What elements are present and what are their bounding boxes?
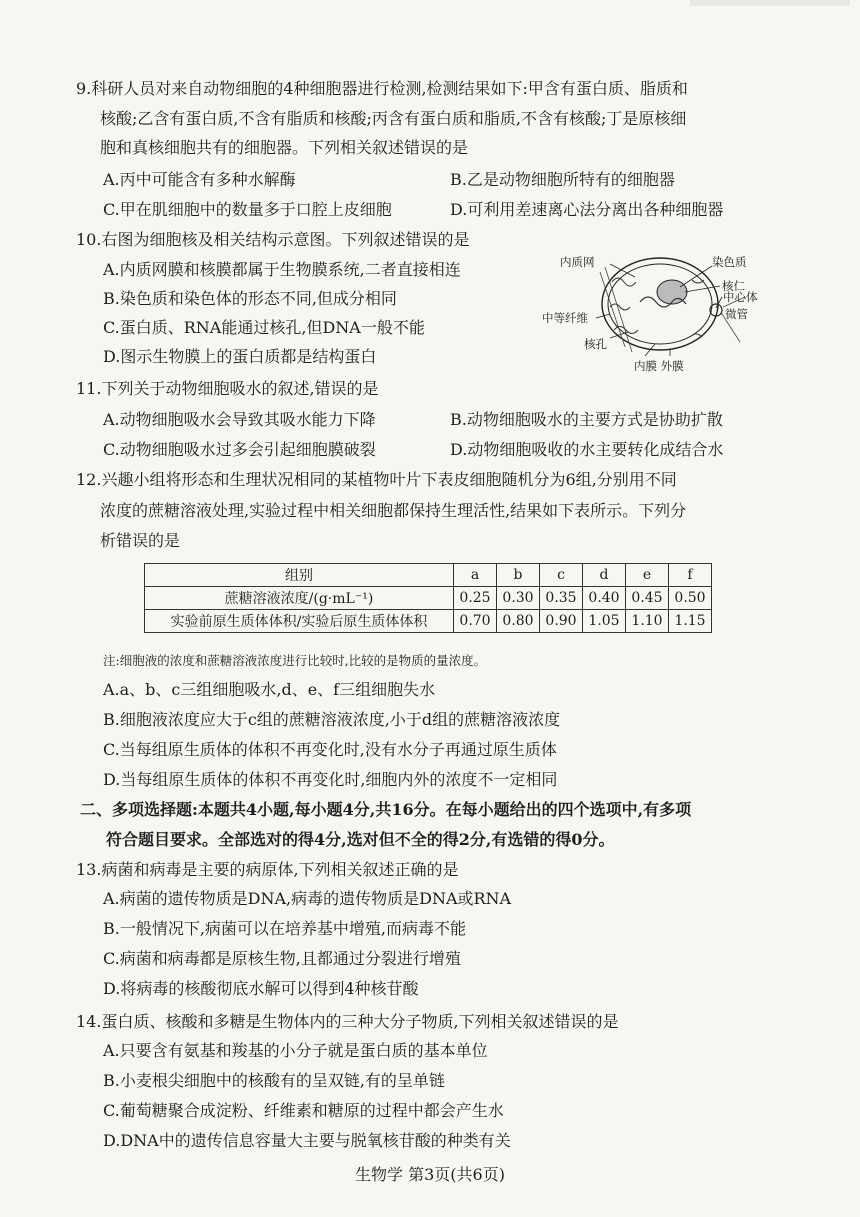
table-cell: 0.80 bbox=[497, 610, 540, 633]
table-cell: 1.15 bbox=[669, 610, 712, 633]
scan-edge bbox=[690, 0, 850, 6]
label-centrosome: 中心体 bbox=[723, 290, 758, 304]
q14-option-c: C.葡萄糖聚合成淀粉、纤维素和糖原的过程中都会产生水 bbox=[103, 1101, 504, 1120]
q9-stem-line1: 9.科研人员对来自动物细胞的4种细胞器进行检测,检测结果如下:甲含有蛋白质、脂质和 bbox=[76, 79, 688, 98]
table-header-group: b bbox=[497, 564, 540, 587]
q12-stem-line1: 12.兴趣小组将形态和生理状况相同的某植物叶片下表皮细胞随机分为6组,分别用不同 bbox=[76, 470, 677, 489]
page-footer: 生物学 第3页(共6页) bbox=[355, 1165, 505, 1184]
q11-option-b: B.动物细胞吸水的主要方式是协助扩散 bbox=[450, 410, 723, 429]
table-cell: 0.50 bbox=[669, 587, 712, 610]
table-cell: 1.05 bbox=[583, 610, 626, 633]
q12-table bbox=[144, 563, 712, 633]
section2-heading-line2: 符合题目要求。全部选对的得4分,选对但不全的得2分,有选错的得0分。 bbox=[106, 830, 615, 849]
q12-stem-line3: 析错误的是 bbox=[100, 531, 181, 550]
table-header-group: a bbox=[454, 564, 497, 587]
q13-option-b: B.一般情况下,病菌可以在培养基中增殖,而病毒不能 bbox=[103, 919, 467, 938]
table-row-label: 蔗糖溶液浓度/(g·mL⁻¹) bbox=[145, 587, 454, 610]
section2-heading-line1: 二、多项选择题:本题共4小题,每小题4分,共16分。在每小题给出的四个选项中,有多项 bbox=[80, 800, 692, 819]
q11-stem: 11.下列关于动物细胞吸水的叙述,错误的是 bbox=[76, 379, 379, 398]
table-header-group: e bbox=[626, 564, 669, 587]
q13-option-a: A.病菌的遗传物质是DNA,病毒的遗传物质是DNA或RNA bbox=[103, 889, 512, 908]
table-cell: 1.10 bbox=[626, 610, 669, 633]
q12-note: 注:细胞液的浓度和蔗糖溶液浓度进行比较时,比较的是物质的量浓度。 bbox=[103, 653, 487, 668]
q14-option-a: A.只要含有氨基和羧基的小分子就是蛋白质的基本单位 bbox=[103, 1041, 488, 1060]
table-header-group: d bbox=[583, 564, 626, 587]
q9-stem-line3: 胞和真核细胞共有的细胞器。下列相关叙述错误的是 bbox=[100, 138, 469, 157]
q10-stem: 10.右图为细胞核及相关结构示意图。下列叙述错误的是 bbox=[76, 230, 470, 249]
q10-option-c: C.蛋白质、RNA能通过核孔,但DNA一般不能 bbox=[103, 318, 425, 337]
table-row-header bbox=[145, 564, 712, 587]
q13-stem: 13.病菌和病毒是主要的病原体,下列相关叙述正确的是 bbox=[76, 860, 459, 879]
table-cell: 0.35 bbox=[540, 587, 583, 610]
table-row-concentration bbox=[145, 587, 712, 610]
q11-option-a: A.动物细胞吸水会导致其吸水能力下降 bbox=[103, 410, 376, 429]
q12-option-c: C.当每组原生质体的体积不再变化时,没有水分子再通过原生质体 bbox=[103, 740, 557, 759]
table-header-label: 组别 bbox=[145, 564, 454, 587]
q12-option-a: A.a、b、c三组细胞吸水,d、e、f三组细胞失水 bbox=[103, 680, 436, 699]
q12-option-b: B.细胞液浓度应大于c组的蔗糖溶液浓度,小于d组的蔗糖溶液浓度 bbox=[103, 710, 561, 729]
label-er: 内质网 bbox=[560, 255, 595, 269]
label-microtubule: 微管 bbox=[725, 307, 748, 321]
q10-option-a: A.内质网膜和核膜都属于生物膜系统,二者直接相连 bbox=[103, 260, 461, 279]
q11-option-d: D.动物细胞吸收的水主要转化成结合水 bbox=[450, 440, 724, 459]
table-cell: 0.70 bbox=[454, 610, 497, 633]
label-pore: 核孔 bbox=[584, 337, 607, 351]
q12-option-d: D.当每组原生质体的体积不再变化时,细胞内外的浓度不一定相同 bbox=[103, 770, 558, 789]
q11-option-c: C.动物细胞吸水过多会引起细胞膜破裂 bbox=[103, 440, 376, 459]
q9-option-d: D.可利用差速离心法分离出各种细胞器 bbox=[450, 200, 724, 219]
q13-option-d: D.将病毒的核酸彻底水解可以得到4种核苷酸 bbox=[103, 979, 419, 998]
table-cell: 0.40 bbox=[583, 587, 626, 610]
q9-stem-line2: 核酸;乙含有蛋白质,不含有脂质和核酸;丙含有蛋白质和脂质,不含有核酸;丁是原核细 bbox=[100, 109, 687, 128]
label-nucleolus: 核仁 bbox=[722, 279, 745, 293]
q9-option-a: A.丙中可能含有多种水解酶 bbox=[103, 170, 296, 189]
q10-option-b: B.染色质和染色体的形态不同,但成分相同 bbox=[103, 289, 397, 308]
q9-option-c: C.甲在肌细胞中的数量多于口腔上皮细胞 bbox=[103, 200, 392, 219]
label-membranes: 内膜 外膜 bbox=[634, 359, 684, 373]
table-cell: 0.90 bbox=[540, 610, 583, 633]
table-row-label: 实验前原生质体体积/实验后原生质体体积 bbox=[145, 610, 454, 633]
q14-stem: 14.蛋白质、核酸和多糖是生物体内的三种大分子物质,下列相关叙述错误的是 bbox=[76, 1012, 619, 1031]
q9-option-b: B.乙是动物细胞所特有的细胞器 bbox=[450, 170, 675, 189]
q14-option-b: B.小麦根尖细胞中的核酸有的呈双链,有的呈单链 bbox=[103, 1071, 445, 1090]
nucleus-diagram bbox=[540, 252, 780, 377]
label-intermediate-filament: 中等纤维 bbox=[542, 311, 588, 325]
label-chromatin: 染色质 bbox=[712, 255, 747, 269]
table-cell: 0.25 bbox=[454, 587, 497, 610]
table-cell: 0.45 bbox=[626, 587, 669, 610]
table-row-volume-ratio bbox=[145, 610, 712, 633]
q10-option-d: D.图示生物膜上的蛋白质都是结构蛋白 bbox=[103, 347, 377, 366]
q13-option-c: C.病菌和病毒都是原核生物,且都通过分裂进行增殖 bbox=[103, 949, 461, 968]
table-header-group: f bbox=[669, 564, 712, 587]
table-cell: 0.30 bbox=[497, 587, 540, 610]
table-header-group: c bbox=[540, 564, 583, 587]
q14-option-d: D.DNA中的遗传信息容量大主要与脱氧核苷酸的种类有关 bbox=[103, 1131, 511, 1150]
q12-stem-line2: 浓度的蔗糖溶液处理,实验过程中相关细胞都保持生理活性,结果如下表所示。下列分 bbox=[100, 501, 687, 520]
